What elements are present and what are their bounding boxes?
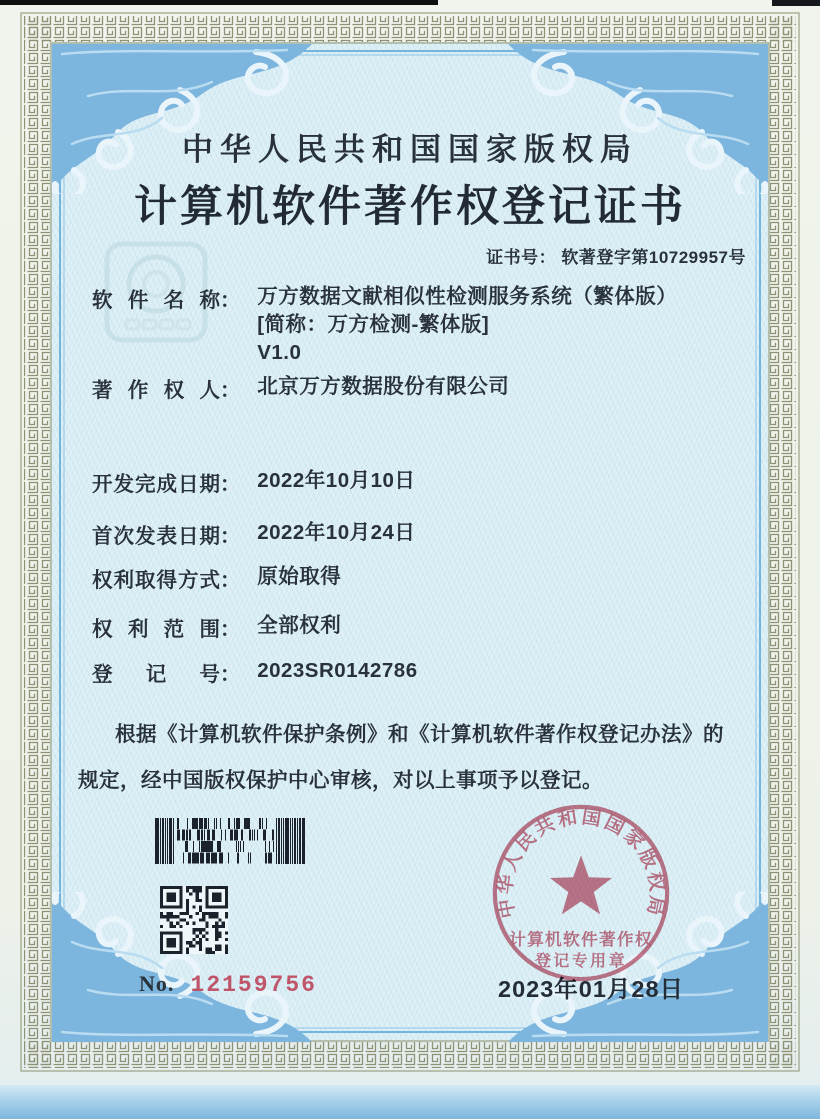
rights-scope-value: 全部权利 bbox=[257, 614, 342, 637]
copyright-owner-value: 北京万方数据股份有限公司 bbox=[257, 375, 510, 398]
first-publish-date-value: 2022年10月24日 bbox=[257, 521, 416, 544]
serial-number-label: No. bbox=[139, 971, 175, 996]
seal-star-icon bbox=[550, 855, 612, 914]
software-name-value bbox=[257, 283, 677, 367]
registration-no-value: 2023SR0142786 bbox=[257, 659, 418, 682]
dev-complete-date-label: 开发完成日期 bbox=[92, 473, 220, 496]
certificate-number-label: 证书号： bbox=[486, 248, 557, 267]
field-row-copyright-owner bbox=[92, 373, 509, 403]
rights-scope-label: 权利范围 bbox=[92, 618, 220, 641]
software-name-label: 软件名称 bbox=[92, 289, 220, 312]
certificate-number-line bbox=[486, 243, 746, 268]
official-seal bbox=[489, 801, 673, 985]
field-row-rights-scope bbox=[92, 612, 341, 642]
rights-acquisition-colon: ： bbox=[220, 569, 241, 592]
rights-scope-colon: ： bbox=[220, 618, 241, 641]
dev-complete-date-value: 2022年10月10日 bbox=[257, 469, 416, 492]
barcode-icon bbox=[155, 818, 305, 864]
authority-title: 中华人民共和国国家版权局 bbox=[182, 132, 638, 167]
seal-inner-line1: 计算机软件著作权 bbox=[509, 929, 653, 949]
corner-ornament-top-right bbox=[508, 44, 768, 194]
first-publish-date-colon: ： bbox=[220, 525, 241, 548]
declaration-line2: 规定，经中国版权保护中心审核，对以上事项予以登记。 bbox=[78, 769, 603, 792]
declaration-line1: 根据《计算机软件保护条例》和《计算机软件著作权登记办法》的 bbox=[115, 723, 724, 746]
serial-number-value: 12159756 bbox=[190, 972, 317, 998]
software-name-colon: ： bbox=[220, 289, 241, 312]
registration-no-label: 登记号 bbox=[92, 663, 220, 686]
software-name-line3: V1.0 bbox=[257, 341, 302, 364]
certificate-number-value: 软著登字第10729957号 bbox=[561, 248, 746, 267]
copyright-owner-colon: ： bbox=[220, 379, 241, 402]
issue-date: 2023年01月28日 bbox=[498, 976, 685, 1002]
field-row-rights-acquisition bbox=[92, 563, 341, 593]
declaration-paragraph bbox=[78, 712, 743, 804]
registration-no-colon: ： bbox=[220, 663, 241, 686]
copyright-owner-label: 著作权人 bbox=[92, 379, 220, 402]
serial-number-line bbox=[139, 971, 317, 998]
seal-inner-line2: 登记专用章 bbox=[535, 952, 627, 970]
field-row-registration-no bbox=[92, 657, 418, 687]
software-name-line2: [简称：万方检测-繁体版] bbox=[257, 313, 490, 336]
seal-ring-text: 中华人民共和国国家版权局 bbox=[494, 806, 668, 920]
first-publish-date-label: 首次发表日期 bbox=[92, 525, 220, 548]
field-row-software-name bbox=[92, 283, 677, 367]
rights-acquisition-label: 权利取得方式 bbox=[92, 569, 220, 592]
corner-ornament-top-left bbox=[52, 44, 312, 194]
field-row-dev-complete-date bbox=[92, 467, 415, 497]
rights-acquisition-value: 原始取得 bbox=[257, 565, 342, 588]
dev-complete-date-colon: ： bbox=[220, 473, 241, 496]
field-row-first-publish-date bbox=[92, 519, 415, 549]
certificate-title: 计算机软件著作权登记证书 bbox=[134, 184, 686, 231]
software-name-line1: 万方数据文献相似性检测服务系统（繁体版） bbox=[257, 285, 678, 308]
qr-code-icon bbox=[160, 886, 228, 954]
